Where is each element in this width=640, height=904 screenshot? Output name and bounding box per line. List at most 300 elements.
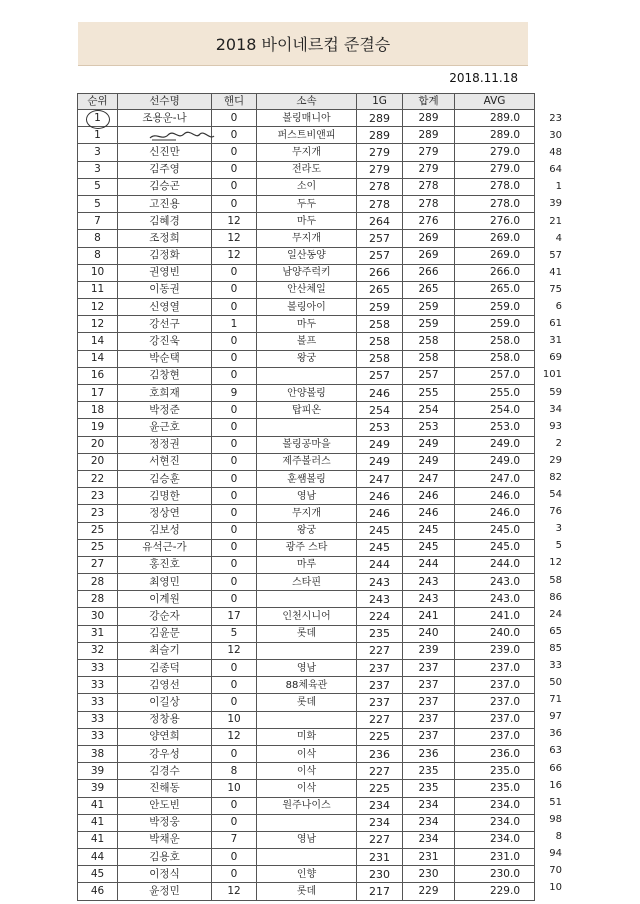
game1-cell: 227 [357, 711, 403, 728]
table-row [78, 161, 535, 178]
game1-cell: 225 [357, 780, 403, 797]
average-cell: 235.0 [455, 780, 535, 797]
total-cell: 254 [403, 402, 455, 419]
game1-cell: 253 [357, 419, 403, 436]
average-cell: 278.0 [455, 178, 535, 195]
rank-cell: 28 [78, 574, 118, 591]
average-cell: 244.0 [455, 556, 535, 573]
side-number: 36 [549, 728, 562, 740]
game1-cell: 234 [357, 814, 403, 831]
game1-cell: 227 [357, 763, 403, 780]
total-cell: 246 [403, 488, 455, 505]
rank-cell: 23 [78, 505, 118, 522]
side-number: 86 [549, 591, 562, 603]
total-cell: 244 [403, 556, 455, 573]
table-row [78, 711, 535, 728]
club-cell: 이삭 [257, 745, 357, 762]
table-row [78, 866, 535, 883]
table-row [78, 195, 535, 212]
side-number: 57 [549, 249, 562, 261]
total-cell: 269 [403, 230, 455, 247]
table-row [78, 849, 535, 866]
total-cell: 289 [403, 110, 455, 127]
side-number: 101 [542, 369, 562, 381]
club-cell: 소이 [257, 178, 357, 195]
average-cell: 241.0 [455, 608, 535, 625]
game1-cell: 279 [357, 161, 403, 178]
table-row [78, 110, 535, 127]
side-number: 82 [549, 471, 562, 483]
club-cell: 탑피온 [257, 402, 357, 419]
average-cell: 254.0 [455, 402, 535, 419]
club-cell: 안산체일 [257, 281, 357, 298]
handicap-cell: 9 [212, 385, 257, 402]
name-cell: 최영민 [118, 574, 212, 591]
game1-cell: 231 [357, 849, 403, 866]
average-cell: 258.0 [455, 333, 535, 350]
total-cell: 237 [403, 677, 455, 694]
rank-cell: 14 [78, 333, 118, 350]
club-cell: 마루 [257, 556, 357, 573]
name-cell: 권영빈 [118, 264, 212, 281]
handicap-cell: 0 [212, 660, 257, 677]
rank-cell: 12 [78, 299, 118, 316]
rank-cell: 41 [78, 797, 118, 814]
average-cell: 237.0 [455, 660, 535, 677]
table-row [78, 625, 535, 642]
average-cell: 249.0 [455, 436, 535, 453]
average-cell: 229.0 [455, 883, 535, 900]
handicap-cell: 0 [212, 677, 257, 694]
name-cell: 조용운-나 [118, 110, 212, 127]
handicap-cell: 10 [212, 711, 257, 728]
page-title [78, 22, 528, 66]
game1-cell: 245 [357, 522, 403, 539]
game1-cell: 243 [357, 574, 403, 591]
name-cell: 이동권 [118, 281, 212, 298]
rank-cell: 8 [78, 230, 118, 247]
handicap-cell: 0 [212, 745, 257, 762]
total-cell: 239 [403, 642, 455, 659]
table-row [78, 247, 535, 264]
table-row [78, 299, 535, 316]
handicap-cell: 12 [212, 247, 257, 264]
average-cell: 237.0 [455, 694, 535, 711]
total-cell: 234 [403, 797, 455, 814]
name-cell: 정상연 [118, 505, 212, 522]
total-cell: 246 [403, 505, 455, 522]
rank-cell: 27 [78, 556, 118, 573]
total-cell: 279 [403, 144, 455, 161]
handicap-cell: 0 [212, 161, 257, 178]
name-cell: 윤근호 [118, 419, 212, 436]
handicap-cell: 0 [212, 402, 257, 419]
name-cell: 김혜경 [118, 213, 212, 230]
rank-cell: 7 [78, 213, 118, 230]
header-name: 선수명 [118, 94, 212, 110]
game1-cell: 237 [357, 694, 403, 711]
club-cell: 무지개 [257, 505, 357, 522]
header-club: 소속 [257, 94, 357, 110]
name-cell: 김보성 [118, 522, 212, 539]
name-cell: 김종덕 [118, 660, 212, 677]
total-cell: 231 [403, 849, 455, 866]
rank-cell: 11 [78, 281, 118, 298]
game1-cell: 257 [357, 367, 403, 384]
handicap-cell: 0 [212, 178, 257, 195]
total-cell: 234 [403, 814, 455, 831]
game1-cell: 237 [357, 660, 403, 677]
club-cell [257, 711, 357, 728]
table-row [78, 505, 535, 522]
name-cell: 강우성 [118, 745, 212, 762]
average-cell: 237.0 [455, 728, 535, 745]
side-number: 30 [549, 130, 562, 142]
side-number: 97 [549, 711, 562, 723]
header-total: 합계 [403, 94, 455, 110]
handicap-cell: 0 [212, 505, 257, 522]
handicap-cell: 8 [212, 763, 257, 780]
name-cell: 이정식 [118, 866, 212, 883]
rank-cell: 14 [78, 350, 118, 367]
club-cell: 제주볼러스 [257, 453, 357, 470]
name-cell: 정창용 [118, 711, 212, 728]
header-game1: 1G [357, 94, 403, 110]
club-cell: 왕궁 [257, 522, 357, 539]
rank-cell: 10 [78, 264, 118, 281]
name-cell: 홍진호 [118, 556, 212, 573]
handicap-cell: 0 [212, 797, 257, 814]
table-row [78, 574, 535, 591]
total-cell: 279 [403, 161, 455, 178]
club-cell: 88체육관 [257, 677, 357, 694]
side-number: 76 [549, 506, 562, 518]
total-cell: 243 [403, 574, 455, 591]
total-cell: 245 [403, 539, 455, 556]
name-cell: 박정웅 [118, 814, 212, 831]
club-cell: 영남 [257, 488, 357, 505]
handicap-cell: 0 [212, 453, 257, 470]
club-cell: 광주 스타 [257, 539, 357, 556]
average-cell: 245.0 [455, 522, 535, 539]
club-cell: 영남 [257, 831, 357, 848]
results-table [77, 93, 535, 901]
club-cell: 영남 [257, 660, 357, 677]
total-cell: 237 [403, 660, 455, 677]
club-cell: 이삭 [257, 763, 357, 780]
average-cell: 234.0 [455, 831, 535, 848]
table-row [78, 831, 535, 848]
total-cell: 230 [403, 866, 455, 883]
handicap-cell: 0 [212, 144, 257, 161]
game1-cell: 258 [357, 333, 403, 350]
side-number: 71 [549, 694, 562, 706]
table-row [78, 591, 535, 608]
side-number-list [528, 110, 562, 896]
name-cell: 강순자 [118, 608, 212, 625]
side-number: 66 [549, 762, 562, 774]
side-number: 93 [549, 420, 562, 432]
side-number: 59 [549, 386, 562, 398]
side-number: 69 [549, 352, 562, 364]
club-cell: 롯데 [257, 625, 357, 642]
table-row [78, 316, 535, 333]
game1-cell: 234 [357, 797, 403, 814]
handicap-cell: 0 [212, 333, 257, 350]
club-cell: 마두 [257, 213, 357, 230]
club-cell: 일산동양 [257, 247, 357, 264]
name-cell: 이계원 [118, 591, 212, 608]
average-cell: 247.0 [455, 470, 535, 487]
handicap-cell: 0 [212, 866, 257, 883]
game1-cell: 227 [357, 642, 403, 659]
name-cell: 김용호 [118, 849, 212, 866]
average-cell: 249.0 [455, 453, 535, 470]
rank-cell: 3 [78, 144, 118, 161]
side-number: 8 [555, 830, 562, 842]
average-cell: 259.0 [455, 299, 535, 316]
name-cell: 김승곤 [118, 178, 212, 195]
name-cell: 조정희 [118, 230, 212, 247]
name-cell: 박정준 [118, 402, 212, 419]
rank-cell: 1 [78, 110, 118, 127]
rank-cell: 41 [78, 831, 118, 848]
game1-cell: 245 [357, 539, 403, 556]
side-number: 2 [555, 437, 562, 449]
rank-cell: 39 [78, 763, 118, 780]
game1-cell: 257 [357, 230, 403, 247]
name-cell: 신진만 [118, 144, 212, 161]
side-number: 98 [549, 813, 562, 825]
total-cell: 235 [403, 763, 455, 780]
club-cell: 스타핀 [257, 574, 357, 591]
table-row [78, 470, 535, 487]
side-number: 16 [549, 779, 562, 791]
average-cell: 253.0 [455, 419, 535, 436]
average-cell: 279.0 [455, 161, 535, 178]
total-cell: 253 [403, 419, 455, 436]
rank-cell: 17 [78, 385, 118, 402]
name-cell: 안도빈 [118, 797, 212, 814]
handicap-cell: 0 [212, 127, 257, 144]
rank-cell: 25 [78, 522, 118, 539]
game1-cell: 224 [357, 608, 403, 625]
side-number: 5 [555, 540, 562, 552]
rank-cell: 28 [78, 591, 118, 608]
table-row [78, 522, 535, 539]
game1-cell: 230 [357, 866, 403, 883]
side-number: 51 [549, 796, 562, 808]
side-number: 70 [549, 865, 562, 877]
club-cell [257, 849, 357, 866]
rank-cell: 5 [78, 178, 118, 195]
name-cell: 최슬기 [118, 642, 212, 659]
club-cell: 볼링매니아 [257, 110, 357, 127]
table-row [78, 178, 535, 195]
club-cell: 전라도 [257, 161, 357, 178]
rank-cell: 41 [78, 814, 118, 831]
club-cell: 인천시니어 [257, 608, 357, 625]
total-cell: 247 [403, 470, 455, 487]
club-cell [257, 814, 357, 831]
name-cell: 신영열 [118, 299, 212, 316]
side-number: 24 [549, 608, 562, 620]
rank-cell: 20 [78, 436, 118, 453]
side-number: 65 [549, 625, 562, 637]
side-number: 75 [549, 283, 562, 295]
average-cell: 240.0 [455, 625, 535, 642]
average-cell: 278.0 [455, 195, 535, 212]
table-row [78, 608, 535, 625]
side-number: 31 [549, 335, 562, 347]
handicap-cell: 10 [212, 780, 257, 797]
game1-cell: 278 [357, 178, 403, 195]
handicap-cell: 12 [212, 642, 257, 659]
average-cell: 246.0 [455, 505, 535, 522]
average-cell: 237.0 [455, 677, 535, 694]
club-cell: 안양볼링 [257, 385, 357, 402]
game1-cell: 257 [357, 247, 403, 264]
name-cell: 김윤문 [118, 625, 212, 642]
average-cell: 269.0 [455, 230, 535, 247]
handicap-cell: 0 [212, 556, 257, 573]
rank-cell: 1 [78, 127, 118, 144]
rank-cell: 20 [78, 453, 118, 470]
name-cell: 김경수 [118, 763, 212, 780]
name-cell: 진해동 [118, 780, 212, 797]
handicap-cell: 12 [212, 230, 257, 247]
table-row [78, 677, 535, 694]
club-cell: 남양주럭키 [257, 264, 357, 281]
game1-cell: 265 [357, 281, 403, 298]
rank-cell: 33 [78, 694, 118, 711]
rank-cell: 25 [78, 539, 118, 556]
title-text: 2018 바이네르컵 준결승 [215, 35, 391, 54]
side-number: 23 [549, 113, 562, 124]
average-cell: 243.0 [455, 574, 535, 591]
average-cell: 258.0 [455, 350, 535, 367]
table-row [78, 694, 535, 711]
side-number: 94 [549, 848, 562, 860]
game1-cell: 244 [357, 556, 403, 573]
total-cell: 266 [403, 264, 455, 281]
club-cell: 롯데 [257, 694, 357, 711]
handicap-cell: 0 [212, 281, 257, 298]
handicap-cell: 0 [212, 574, 257, 591]
handicap-cell: 12 [212, 728, 257, 745]
game1-cell: 225 [357, 728, 403, 745]
side-number: 64 [549, 164, 562, 176]
handwritten-scribble-mark [148, 128, 216, 144]
average-cell: 237.0 [455, 711, 535, 728]
game1-cell: 278 [357, 195, 403, 212]
total-cell: 241 [403, 608, 455, 625]
table-row [78, 402, 535, 419]
club-cell: 롯데 [257, 883, 357, 900]
game1-cell: 279 [357, 144, 403, 161]
rank-cell: 45 [78, 866, 118, 883]
table-row [78, 660, 535, 677]
table-row [78, 264, 535, 281]
name-cell: 고진용 [118, 195, 212, 212]
name-cell: 강선구 [118, 316, 212, 333]
name-cell: 양연희 [118, 728, 212, 745]
total-cell: 235 [403, 780, 455, 797]
side-number-column [528, 93, 562, 896]
table-row [78, 213, 535, 230]
club-cell: 훈쌤볼링 [257, 470, 357, 487]
table-row [78, 453, 535, 470]
name-cell: 김창현 [118, 367, 212, 384]
total-cell: 265 [403, 281, 455, 298]
side-number: 29 [549, 454, 562, 466]
game1-cell: 247 [357, 470, 403, 487]
game1-cell: 217 [357, 883, 403, 900]
handicap-cell: 5 [212, 625, 257, 642]
rank-cell: 8 [78, 247, 118, 264]
club-cell [257, 367, 357, 384]
handicap-cell: 1 [212, 316, 257, 333]
average-cell: 259.0 [455, 316, 535, 333]
club-cell: 볼링공마을 [257, 436, 357, 453]
average-cell: 289.0 [455, 127, 535, 144]
game1-cell: 246 [357, 505, 403, 522]
table-row [78, 763, 535, 780]
total-cell: 259 [403, 299, 455, 316]
table-row [78, 350, 535, 367]
name-cell: 강진욱 [118, 333, 212, 350]
club-cell [257, 642, 357, 659]
rank-cell: 38 [78, 745, 118, 762]
name-cell: 김명한 [118, 488, 212, 505]
table-row [78, 436, 535, 453]
average-cell: 231.0 [455, 849, 535, 866]
side-number: 41 [549, 266, 562, 278]
name-cell: 김정화 [118, 247, 212, 264]
rank-cell: 31 [78, 625, 118, 642]
total-cell: 278 [403, 178, 455, 195]
game1-cell: 236 [357, 745, 403, 762]
side-number: 4 [555, 232, 562, 244]
side-number: 34 [549, 403, 562, 415]
rank-cell: 30 [78, 608, 118, 625]
club-cell: 이삭 [257, 780, 357, 797]
side-number: 1 [555, 181, 562, 193]
handicap-cell: 0 [212, 436, 257, 453]
rank-cell: 12 [78, 316, 118, 333]
rank-cell: 23 [78, 488, 118, 505]
game1-cell: 243 [357, 591, 403, 608]
game1-cell: 258 [357, 316, 403, 333]
table-row [78, 814, 535, 831]
rank-cell: 46 [78, 883, 118, 900]
rank-cell: 3 [78, 161, 118, 178]
side-number: 3 [555, 523, 562, 535]
side-number: 12 [549, 557, 562, 569]
table-row [78, 367, 535, 384]
club-cell: 무지개 [257, 230, 357, 247]
handicap-cell: 0 [212, 299, 257, 316]
handwritten-circle-mark [86, 110, 110, 129]
game1-cell: 227 [357, 831, 403, 848]
side-number: 33 [549, 660, 562, 671]
rank-cell: 33 [78, 711, 118, 728]
results-body [78, 110, 535, 901]
average-cell: 279.0 [455, 144, 535, 161]
rank-cell: 22 [78, 470, 118, 487]
club-cell: 볼프 [257, 333, 357, 350]
game1-cell: 254 [357, 402, 403, 419]
